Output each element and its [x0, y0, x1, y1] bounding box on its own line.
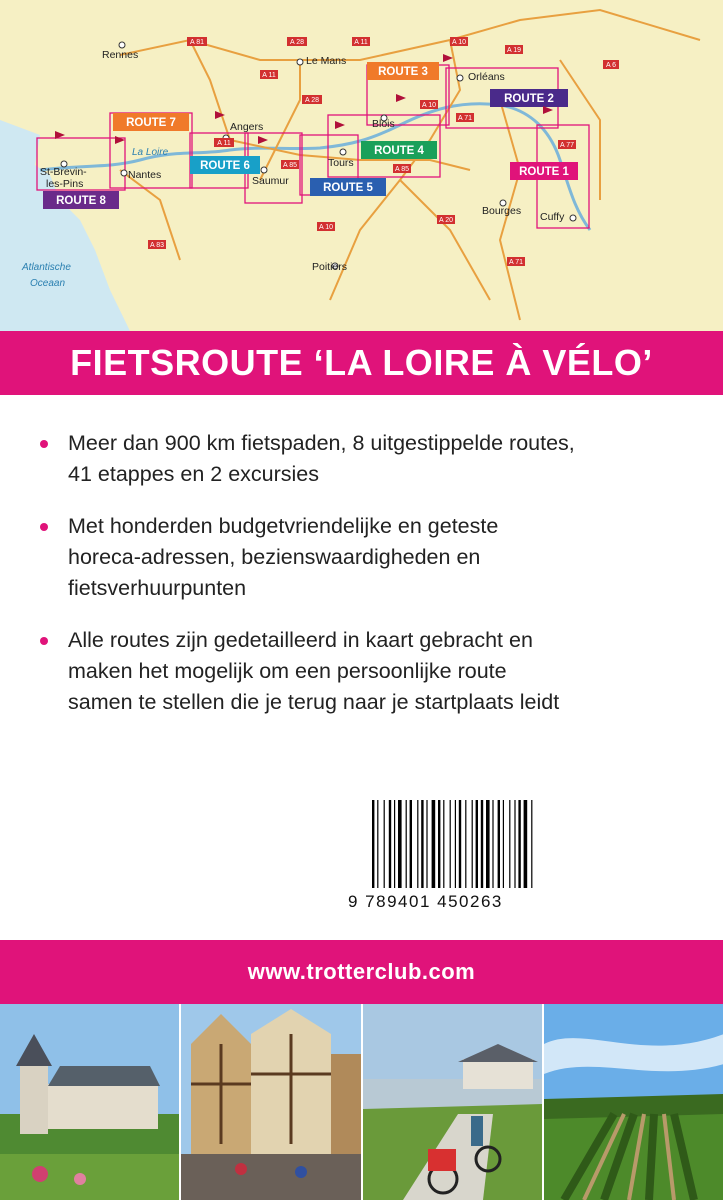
route-map [0, 0, 723, 331]
bullet-dot-icon [40, 637, 48, 645]
city-cuffy: Cuffy [540, 211, 565, 223]
barcode-bar [398, 800, 402, 888]
barcode-bar [372, 800, 374, 888]
barcode-bar [377, 800, 378, 888]
photo-chateau [0, 1004, 181, 1200]
sea-label-1: Atlantische [22, 262, 71, 273]
road-label: A 20 [438, 217, 454, 224]
barcode-bar [459, 800, 461, 888]
barcode-bar [426, 800, 427, 888]
route-6-label: ROUTE 6 [200, 160, 250, 172]
barcode-bars [348, 800, 568, 892]
barcode-bar [432, 800, 436, 888]
city-orleans: Orléans [468, 71, 505, 83]
photo-cyclist [363, 1004, 544, 1200]
barcode-bar [476, 800, 478, 888]
feature-list [40, 428, 690, 739]
feature-text-line: samen te stellen die je terug naar je startplaats leidt [68, 690, 560, 714]
barcode-bar [394, 800, 395, 888]
bullet-dot-icon [40, 523, 48, 531]
road-label: A 28 [304, 97, 320, 104]
route-7-label: ROUTE 7 [126, 117, 176, 129]
road-label: A 85 [282, 162, 298, 169]
road-label: A 10 [421, 102, 437, 109]
feature-text-line: fietsverhuurpunten [68, 576, 247, 600]
route-2-label: ROUTE 2 [504, 93, 554, 105]
feature-text-line: horeca-adressen, bezienswaardigheden en [68, 545, 481, 569]
barcode-bar [417, 800, 418, 888]
barcode-bar [524, 800, 528, 888]
barcode-bar [438, 800, 440, 888]
route-1-label: ROUTE 1 [519, 166, 569, 178]
road-label: A 28 [289, 39, 305, 46]
photo-vineyard [544, 1004, 723, 1200]
barcode-bar [509, 800, 510, 888]
city-nantes: Nantes [128, 169, 162, 181]
barcode-bar [481, 800, 483, 888]
feature-item [40, 625, 690, 718]
road-label: A 83 [149, 242, 165, 249]
feature-item [40, 511, 690, 604]
city-st-brevin-2: les-Pins [46, 178, 84, 190]
road-label: A 85 [394, 166, 410, 173]
feature-text-line: Alle routes zijn gedetailleerd in kaart gebracht en [68, 628, 533, 652]
road-label: A 81 [189, 39, 205, 46]
river-label: La Loire [132, 147, 169, 158]
road-label: A 11 [217, 140, 231, 147]
page-title: FIETSROUTE ‘LA LOIRE À VÉLO’ [70, 342, 653, 383]
road-label: A 77 [559, 142, 575, 149]
barcode-bar [421, 800, 423, 888]
website-band [0, 940, 723, 1004]
barcode-bar [389, 800, 391, 888]
route-3-label: ROUTE 3 [378, 66, 428, 78]
city-angers: Angers [230, 121, 264, 133]
isbn-barcode [348, 800, 568, 912]
barcode-bar [498, 800, 500, 888]
photo-strip [0, 1004, 723, 1200]
barcode-bar [518, 800, 520, 888]
city-saumur: Saumur [252, 175, 289, 187]
barcode-bar [455, 800, 456, 888]
city-blois: Blois [372, 118, 395, 130]
city-bourges: Bourges [482, 205, 522, 217]
feature-text-line: maken het mogelijk om een persoonlijke route [68, 659, 507, 683]
bullet-dot-icon [40, 440, 48, 448]
feature-text-line: Met honderden budgetvriendelijke en geteste [68, 514, 499, 538]
barcode-bar [443, 800, 444, 888]
feature-text-line: Meer dan 900 km fietspaden, 8 uitgestippelde routes, [68, 431, 575, 455]
city-rennes: Rennes [102, 49, 139, 61]
route-8-label: ROUTE 8 [56, 195, 106, 207]
city-le-mans: Le Mans [306, 55, 347, 67]
barcode-bar [472, 800, 473, 888]
website-link[interactable]: www.trotterclub.com [247, 959, 476, 984]
road-label: A 10 [451, 39, 467, 46]
sea-label-2: Oceaan [30, 278, 66, 289]
road-label: A 71 [508, 259, 524, 266]
barcode-bar [514, 800, 515, 888]
barcode-bar [503, 800, 504, 888]
title-band [0, 331, 723, 395]
barcode-bar [465, 800, 466, 888]
road-label: A 11 [262, 72, 276, 79]
road-label: A 19 [506, 47, 522, 54]
barcode-bar [486, 800, 490, 888]
isbn-number: 9 789401 450263 [348, 892, 503, 911]
feature-text-line: 41 etappes en 2 excursies [68, 462, 319, 486]
barcode-bar [450, 800, 451, 888]
barcode-bar [406, 800, 407, 888]
city-tours: Tours [328, 157, 354, 169]
city-st-brevin: St-Brevin- [40, 166, 87, 178]
barcode-bar [410, 800, 412, 888]
route-5-label: ROUTE 5 [323, 182, 373, 194]
photo-street [181, 1004, 362, 1200]
road-label: A 71 [457, 115, 473, 122]
barcode-bar [384, 800, 385, 888]
barcode-bar [492, 800, 493, 888]
road-label: A 6 [605, 62, 617, 69]
city-poitiers: Poitiers [312, 261, 348, 273]
feature-item [40, 428, 690, 490]
road-label: A 11 [354, 39, 368, 46]
barcode-bar [531, 800, 532, 888]
road-label: A 10 [318, 224, 334, 231]
route-4-label: ROUTE 4 [374, 145, 424, 157]
